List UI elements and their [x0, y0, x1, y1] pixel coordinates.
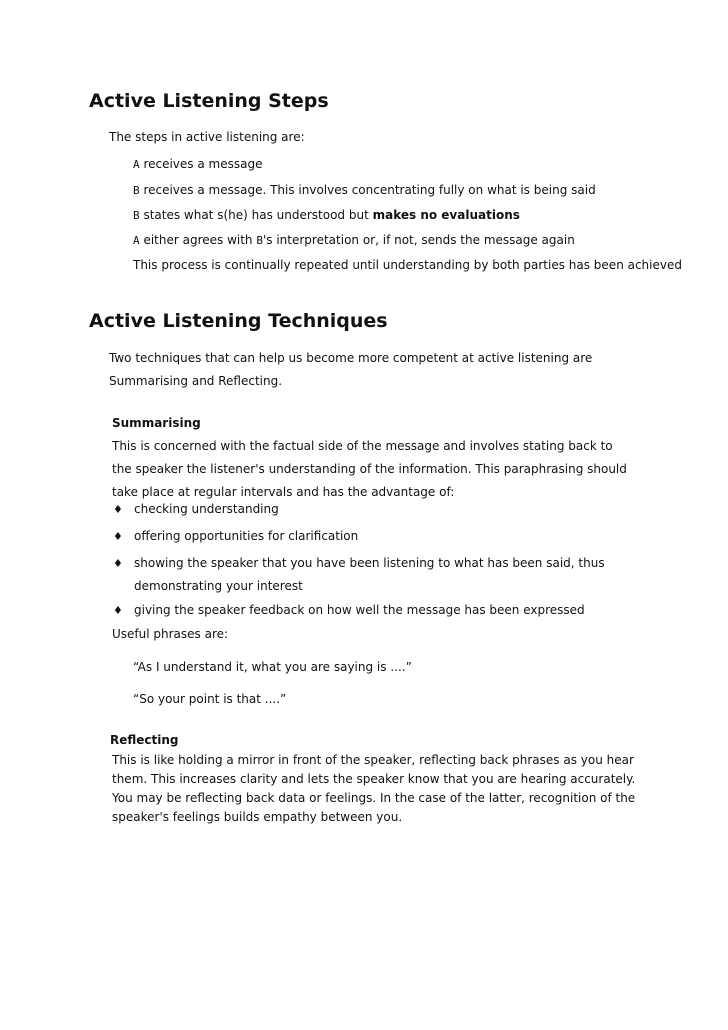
step-letter: B: [133, 209, 140, 222]
step-letter: A: [133, 158, 140, 171]
step-letter: B: [256, 234, 263, 247]
bullet-text: checking understanding: [134, 502, 279, 516]
phrase-item: “So your point is that ....”: [133, 692, 287, 706]
heading-active-listening-steps: Active Listening Steps: [89, 90, 329, 112]
reflecting-body: This is like holding a mirror in front of the speaker, reflecting back phrases as you hear them. This increases clarity and lets the speaker know that you are hearing accurately. You may be reflecting back data or feelings. In the case of the latter, recognition of the speaker's feelings builds empathy between you.: [112, 753, 636, 824]
useful-phrases-label: Useful phrases are:: [112, 627, 229, 641]
summarising-body: This is concerned with the factual side of the message and involves stating back to the speaker the listener's understanding of the information. This paraphrasing should take place at regular intervals and has the advantage of:: [112, 439, 627, 499]
bullet-text: giving the speaker feedback on how well the message has been expressed: [134, 603, 585, 617]
techniques-intro: Two techniques that can help us become more competent at active listening are Summarising and Reflecting.: [109, 351, 593, 388]
subheading-reflecting: Reflecting: [110, 733, 179, 747]
step-emphasis: makes no evaluations: [372, 208, 520, 222]
diamond-bullet-icon: ♦: [113, 530, 123, 543]
step-text: either agrees with: [139, 233, 257, 247]
diamond-bullet-icon: ♦: [113, 557, 123, 570]
step-letter: B: [133, 184, 140, 197]
step-text: states what s(he) has understood but: [139, 208, 373, 222]
subheading-summarising: Summarising: [112, 416, 201, 430]
step-text: receives a message: [139, 157, 263, 171]
step-item: [133, 156, 262, 173]
steps-closing: This process is continually repeated until understanding by both parties has been achieved: [133, 258, 682, 272]
diamond-bullet-icon: ♦: [113, 503, 123, 516]
bullet-text: showing the speaker that you have been listening to what has been said, thus demonstrating your interest: [134, 556, 605, 593]
step-letter: A: [133, 234, 140, 247]
steps-intro: The steps in active listening are:: [109, 130, 305, 144]
bullet-text: offering opportunities for clarification: [134, 529, 359, 543]
step-text: 's interpretation or, if not, sends the message again: [262, 233, 575, 247]
heading-active-listening-techniques: Active Listening Techniques: [89, 310, 388, 332]
step-item: [133, 207, 520, 224]
step-text: receives a message. This involves concentrating fully on what is being said: [139, 183, 596, 197]
phrase-item: “As I understand it, what you are saying is ....”: [133, 660, 412, 674]
diamond-bullet-icon: ♦: [113, 604, 123, 617]
step-item: [133, 232, 575, 249]
step-item: [133, 182, 596, 199]
